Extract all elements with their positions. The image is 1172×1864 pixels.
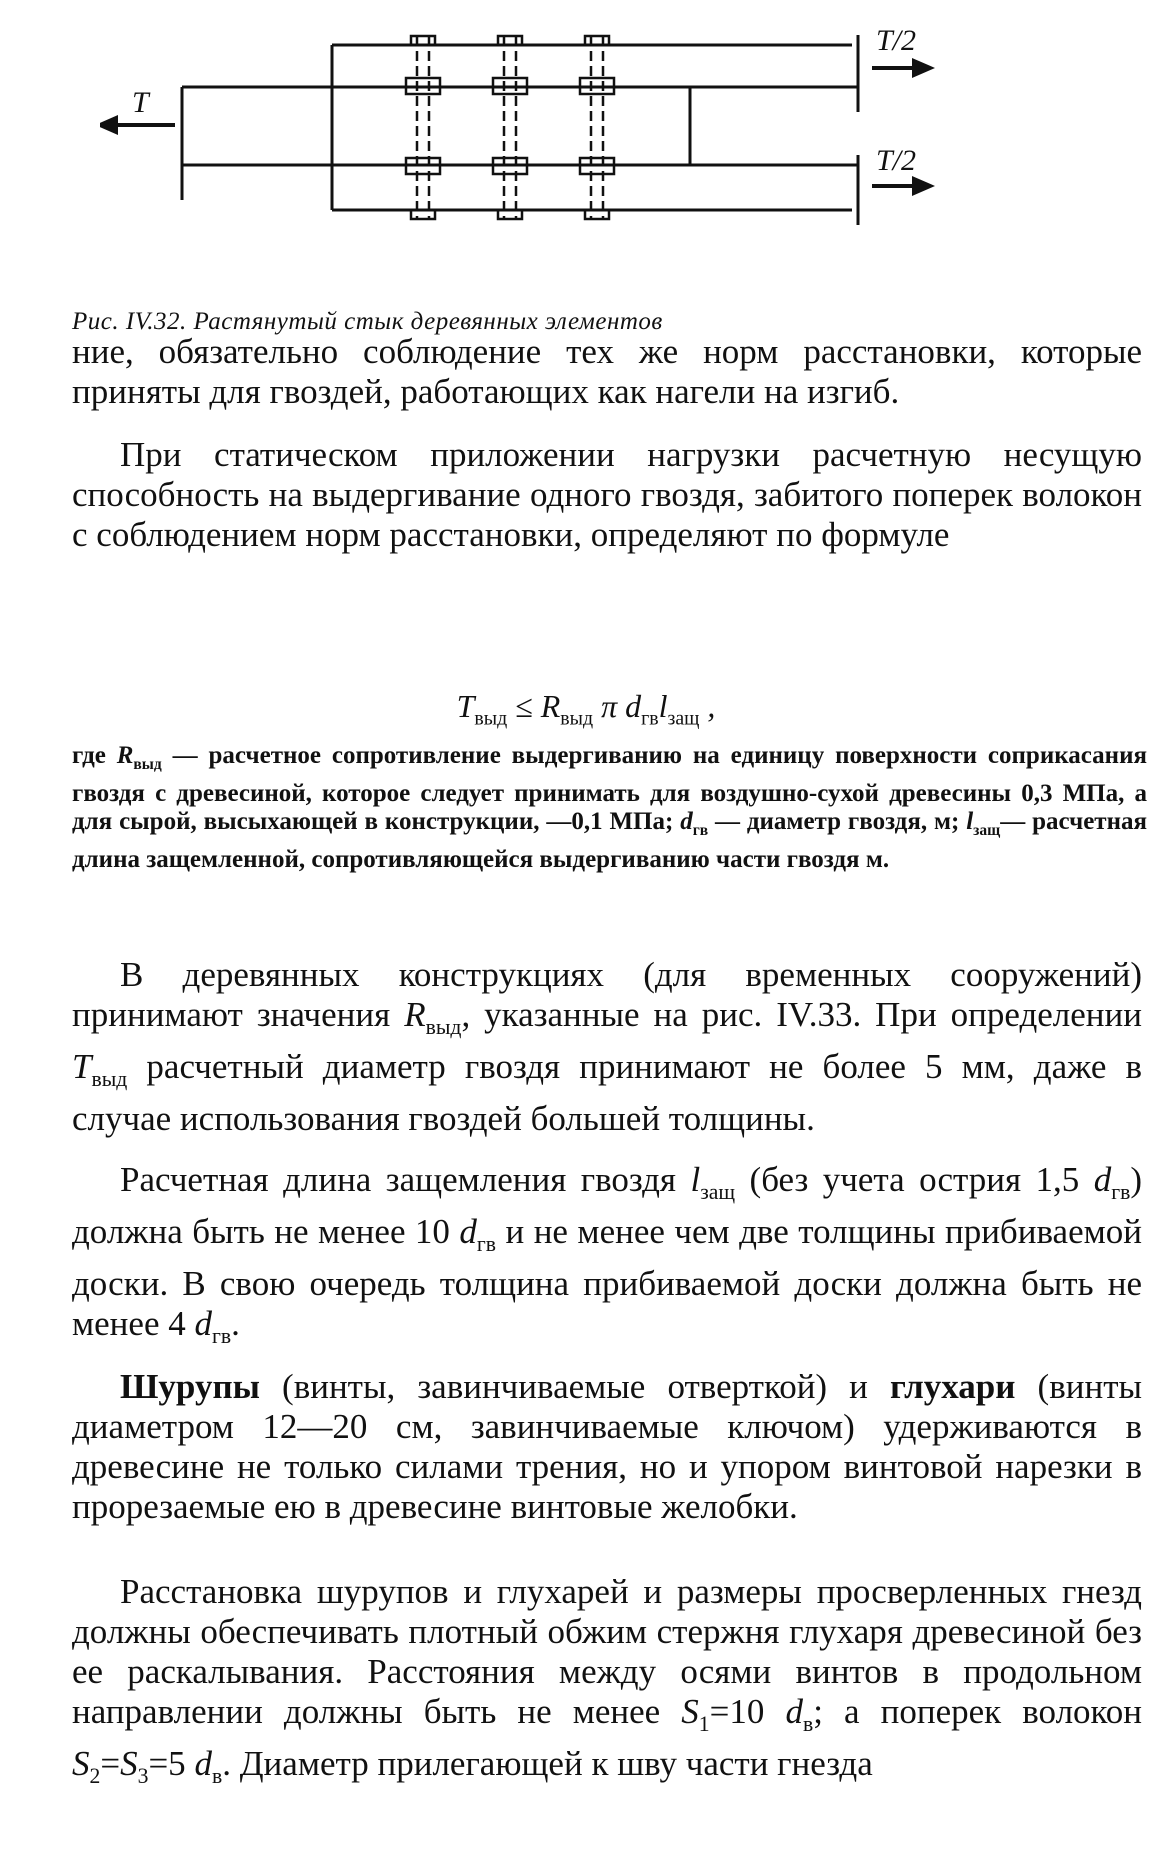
p7-c: ; а поперек волокон	[813, 1692, 1142, 1731]
formula-l: l	[658, 688, 668, 724]
p3-d-sub: гв	[692, 822, 709, 839]
p7-b: =10	[709, 1692, 786, 1731]
p7-a: Расстановка шурупов и глухарей и размеры просверленных гнезд должны обеспечивать плотный обжим стержня глухаря древесиной без ее раскалывания. Расстояния между осями винтов в продольном направлении должны быть не менее	[72, 1572, 1142, 1731]
p4-t-sub: выд	[91, 1067, 128, 1091]
paragraph-6	[72, 1367, 1142, 1527]
p3-r-sub: выд	[133, 756, 162, 773]
paragraph-1: ние, обязательно соблюдение тех же норм расстановки, которые приняты для гвоздей, работающих как нагели на изгиб.	[72, 332, 1142, 411]
p5-d2-sub: гв	[476, 1232, 497, 1256]
figure-caption: Рис. IV.32. Растянутый стык деревянных элементов	[72, 308, 663, 335]
paragraph-4	[72, 955, 1142, 1139]
p5-e: и не менее чем две толщины прибиваемой доски. В свою очередь толщина прибиваемой доски должна быть не менее 4	[72, 1212, 1142, 1343]
formula-r-sub: выд	[560, 707, 594, 730]
formula-t: T	[456, 688, 475, 724]
p7-d1: d	[785, 1692, 803, 1731]
p7-d1-sub: в	[802, 1712, 814, 1736]
p5-a: Расчетная длина защемления гвоздя	[120, 1160, 691, 1199]
p4-a: В деревянных конструкциях (для временных сооружений) принимают значения	[72, 955, 1142, 1034]
p3-a: где	[72, 742, 117, 769]
paragraph-2: При статическом приложении нагрузки расчетную несущую способность на выдергивание одного гвоздя, забитого поперек волокон с соблюдением норм расстановки, определяют по формуле	[72, 435, 1142, 554]
paragraph-7	[72, 1572, 1142, 1796]
p7-d2-sub: в	[211, 1764, 223, 1788]
p3-l-sub: защ	[973, 822, 1001, 839]
p5-d3-sub: гв	[211, 1324, 232, 1348]
p5-c: ) должна быть не менее 10	[72, 1160, 1142, 1251]
p7-s1: S	[681, 1692, 699, 1731]
p5-f: .	[231, 1304, 240, 1343]
p3-r: R	[116, 742, 134, 769]
p3-c: — диаметр гвоздя, м;	[708, 808, 967, 835]
formula-d-sub: гв	[641, 707, 659, 730]
formula-t-sub: выд	[474, 707, 508, 730]
p5-l: l	[690, 1160, 701, 1199]
p7-s3: S	[120, 1744, 138, 1783]
p3-b: — расчетное сопротивление выдергиванию на единицу поверхности соприкасания гвоздя с древесиной, которое следует принимать для воздушно-сухой древесины 0,3 МПа, а для сырой, высыхающей в конструкции, —0,1 МПа;	[72, 742, 1147, 835]
formula-d: d	[625, 688, 642, 724]
p7-d: =5	[148, 1744, 195, 1783]
p7-s3-sub: 3	[137, 1764, 149, 1788]
p4-t: T	[72, 1047, 92, 1086]
p5-d1-sub: гв	[1111, 1180, 1131, 1204]
p7-s1-sub: 1	[698, 1712, 710, 1736]
p3-d: d	[680, 808, 693, 835]
p6-bold-screws: Шурупы	[120, 1367, 260, 1406]
p4-r: R	[404, 995, 426, 1034]
p5-b: (без учета острия 1,5	[735, 1160, 1094, 1199]
p5-d3: d	[194, 1304, 212, 1343]
p5-l-sub: защ	[700, 1180, 736, 1204]
formula-l-sub: защ	[667, 707, 700, 730]
p4-b: , указанные на рис. IV.33. При определении	[461, 995, 1142, 1034]
p3-l: l	[966, 808, 974, 835]
p3-e: — расчетная длина защемленной, сопротивляющейся выдергиванию части гвоздя м.	[72, 808, 1148, 873]
label-bottom-right: T/2	[876, 144, 917, 177]
p6-b: (винты диаметром 12—20 см, завинчиваемые ключом) удерживаются в древесине не только силами трения, но и упором винтовой нарезки в прорезаемые ею в древесине винтовые желобки.	[72, 1367, 1143, 1526]
joint-figure	[100, 20, 1100, 280]
label-top-right: T/2	[876, 24, 917, 57]
p7-eq: =	[100, 1744, 121, 1783]
formula-rel: ≤	[507, 688, 541, 724]
p4-r-sub: выд	[425, 1015, 462, 1039]
p7-s2-sub: 2	[89, 1764, 101, 1788]
formula-end: ,	[699, 688, 716, 724]
p7-s2: S	[72, 1744, 90, 1783]
p4-c: расчетный диаметр гвоздя принимают не более 5 мм, даже в случае использования гвоздей большей толщины.	[72, 1047, 1142, 1138]
paragraph-3-note	[72, 742, 1147, 874]
p6-a: (винты, завинчиваемые отверткой) и	[259, 1367, 891, 1406]
formula-r: R	[540, 688, 561, 724]
p7-d2: d	[194, 1744, 212, 1783]
p5-d1: d	[1093, 1160, 1112, 1199]
p6-bold-lag-screws: глухари	[890, 1367, 1016, 1406]
p5-d2: d	[459, 1212, 477, 1251]
formula	[0, 688, 1172, 730]
paragraph-5	[72, 1160, 1142, 1356]
formula-pi: π	[593, 688, 626, 724]
p7-e: . Диаметр прилегающей к шву части гнезда	[222, 1744, 873, 1783]
label-left: T	[132, 86, 149, 119]
